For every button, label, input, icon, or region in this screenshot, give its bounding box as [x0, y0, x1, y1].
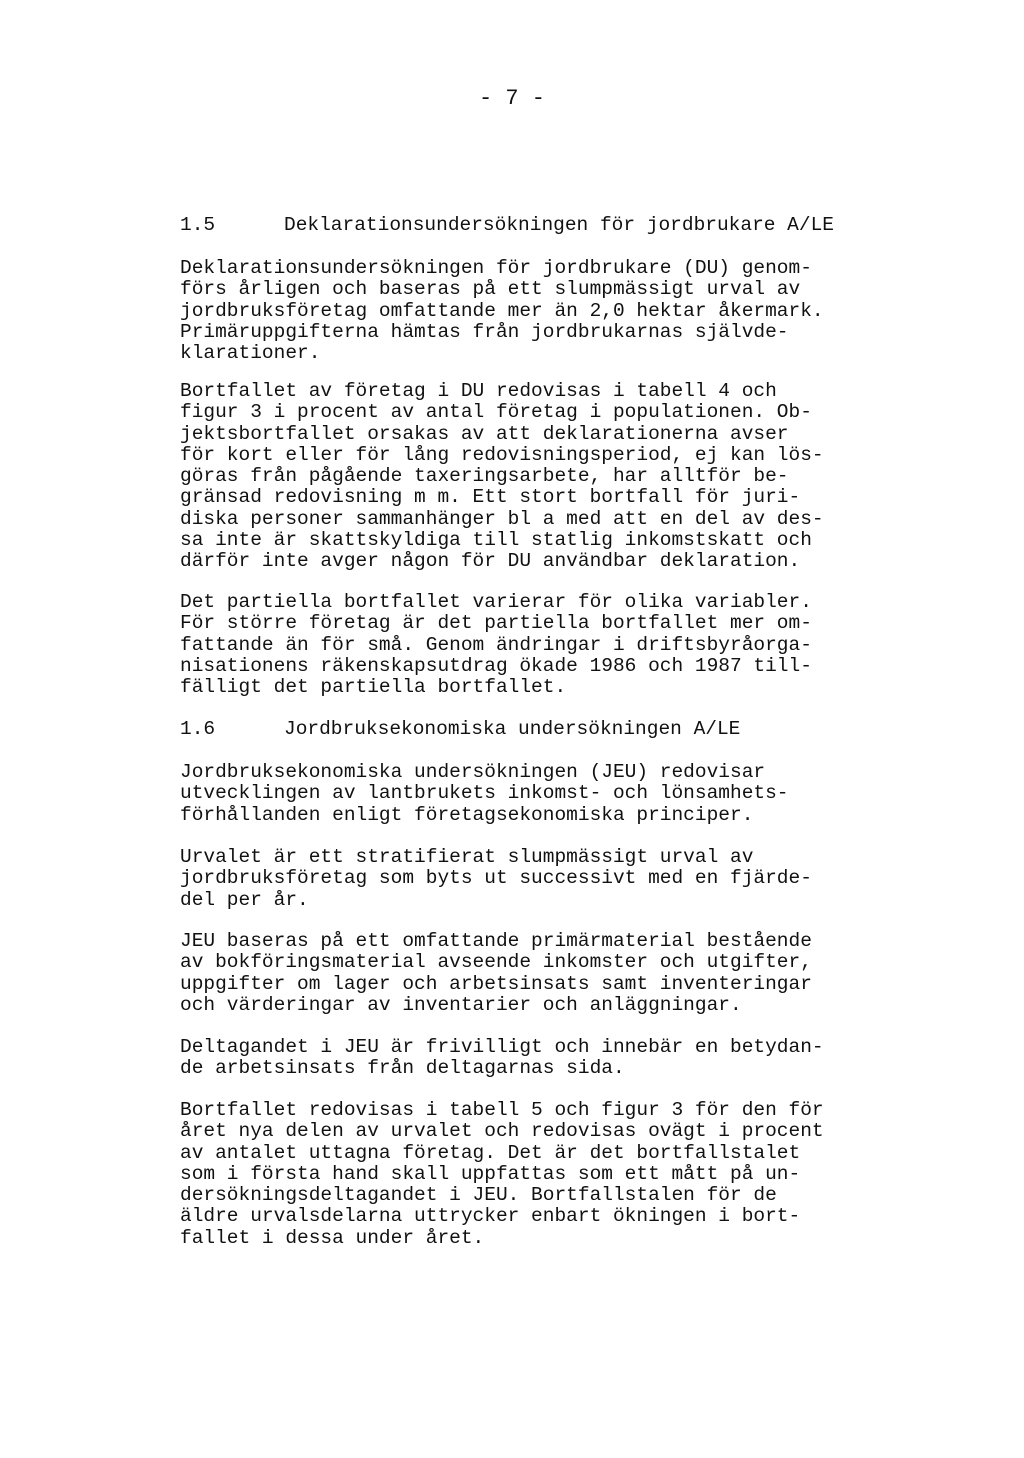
section-number: 1.5	[180, 214, 216, 236]
section-heading-1-6	[180, 718, 740, 740]
paragraph: JEU baseras på ett omfattande primärmaterial bestående av bokföringsmaterial avseende inkomster och utgifter, uppgifter om lager och arbetsinsats samt inventeringar och värderingar av inventarier och anläggningar.	[180, 930, 812, 1016]
paragraph: Det partiella bortfallet varierar för olika variabler. För större företag är det partiella bortfallet mer om- fattande än för små. Genom ändringar i driftsbyråorga- nisationens räkenskapsutdrag ökade 1986 och 1987 till- fälligt det partiella bortfallet.	[180, 591, 812, 699]
paragraph: Bortfallet redovisas i tabell 5 och figur 3 för den för året nya delen av urvalet och redovisas ovägt i procent av antalet uttagna företag. Det är det bortfallstalet som i första hand skall uppfattas som ett mått på un- dersökningsdeltagandet i JEU. Bortfallstalen för de äldre urvalsdelarna uttrycker enbart ökningen i bort- fallet i dessa under året.	[180, 1099, 824, 1249]
paragraph: Urvalet är ett stratifierat slumpmässigt urval av jordbruksföretag som byts ut successivt med en fjärde- del per år.	[180, 846, 812, 911]
paragraph: Deltagandet i JEU är frivilligt och innebär en betydan- de arbetsinsats från deltagarnas sida.	[180, 1036, 824, 1080]
section-title: Deklarationsundersökningen för jordbrukare A/LE	[284, 214, 834, 236]
paragraph: Bortfallet av företag i DU redovisas i tabell 4 och figur 3 i procent av antal företag i populationen. Ob- jektsbortfallet orsakas av att deklarationerna avser för kort eller för lång redovisningsperiod, ej kan lös- göras från pågående taxeringsarbete, har alltför be- gränsad redovisning m m. Ett stort bortfall för juri- diska personer sammanhänger bl a med att en del av des- sa inte är skattskyldiga till statlig inkomstskatt och därför inte avger någon för DU användbar deklaration.	[180, 380, 824, 573]
section-title: Jordbruksekonomiska undersökningen A/LE	[284, 718, 741, 740]
paragraph: Jordbruksekonomiska undersökningen (JEU) redovisar utvecklingen av lantbrukets inkomst- och lönsamhets- förhållanden enligt företagsekonomiska principer.	[180, 761, 789, 826]
section-number: 1.6	[180, 718, 216, 740]
section-heading-1-5	[180, 214, 834, 236]
page-number: - 7 -	[478, 86, 545, 111]
paragraph: Deklarationsundersökningen för jordbrukare (DU) genom- förs årligen och baseras på ett slumpmässigt urval av jordbruksföretag omfattande mer än 2,0 hektar åkermark. Primäruppgifterna hämtas från jordbrukarnas självde- klarationer.	[180, 257, 824, 365]
